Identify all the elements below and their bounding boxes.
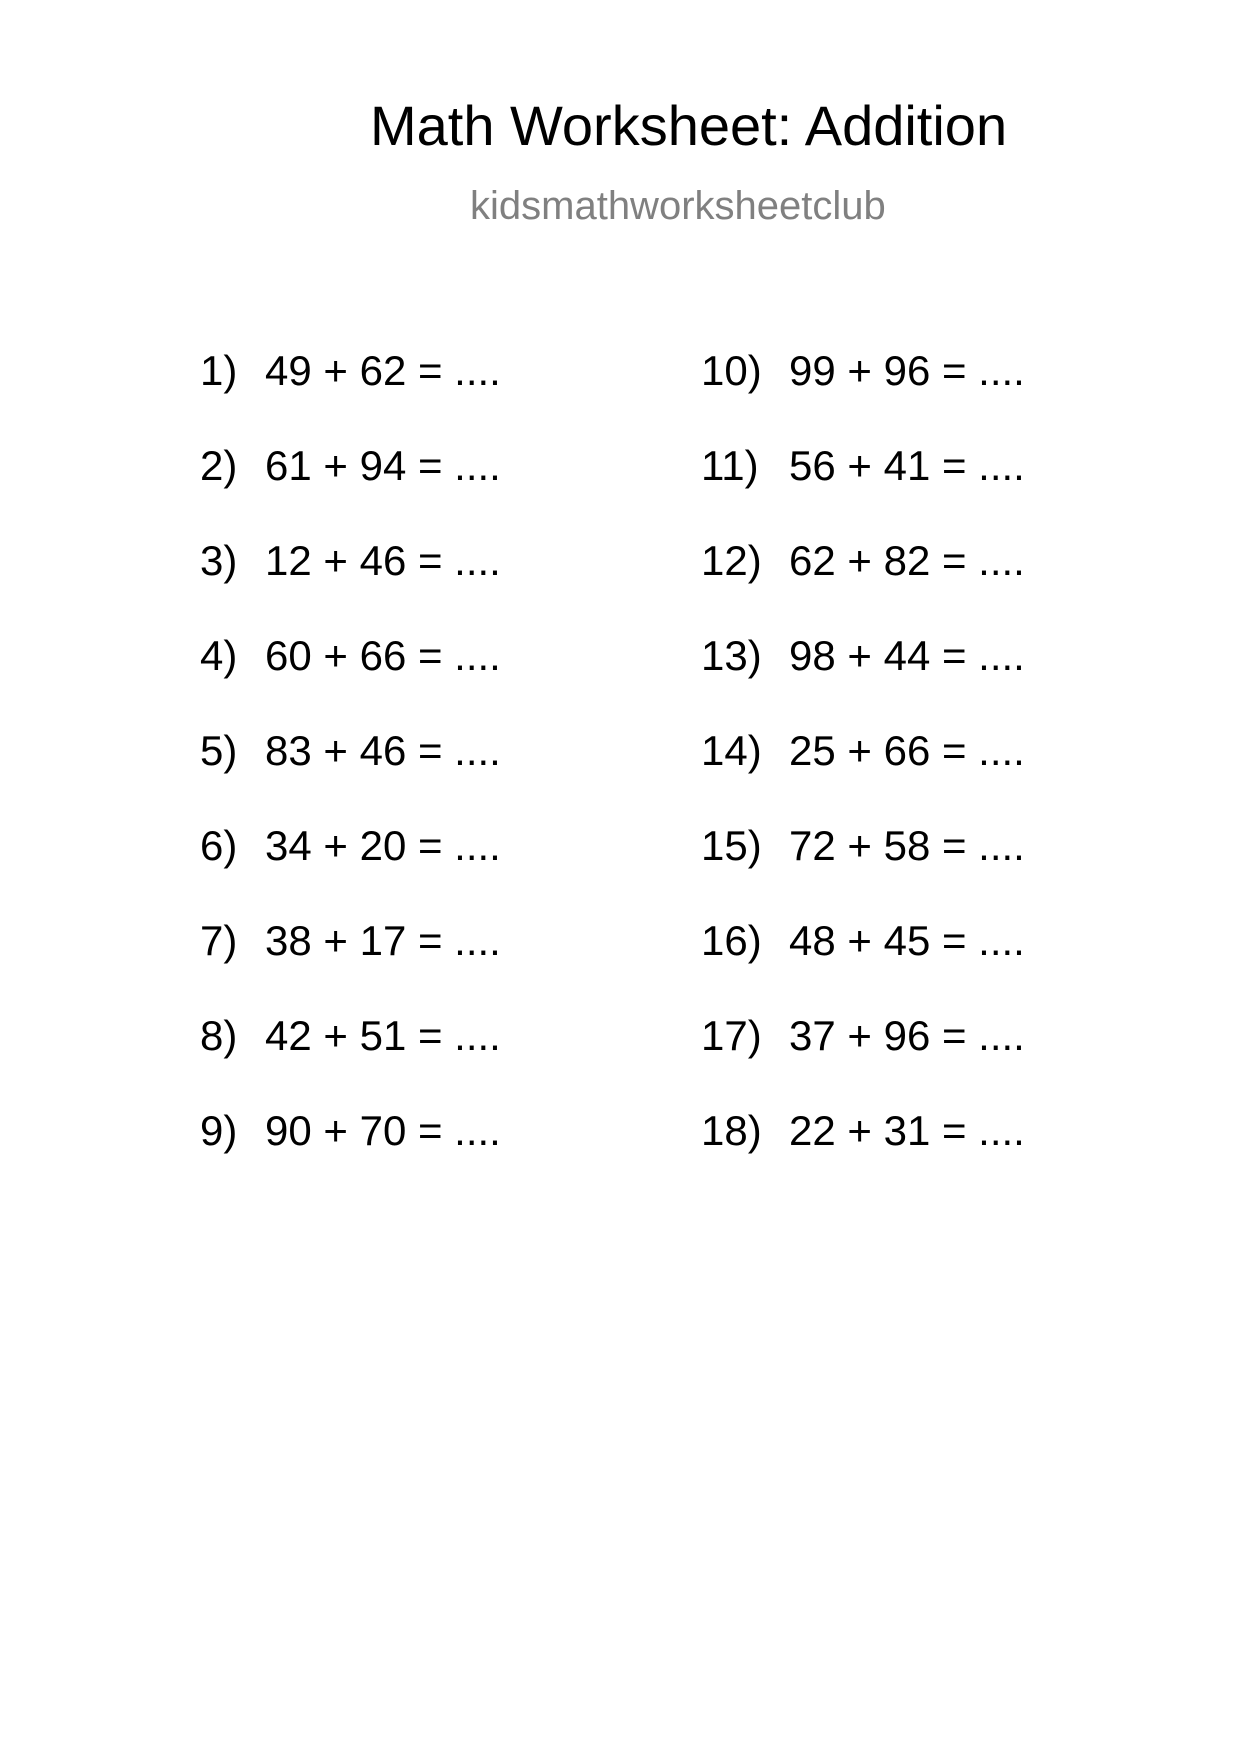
problem-expression: 48 + 45 = .... — [789, 917, 1025, 964]
problem-number: 8) — [200, 1012, 238, 1059]
problem-expression: 99 + 96 = .... — [789, 347, 1025, 394]
problem-number: 15) — [701, 822, 762, 869]
problem-expression: 22 + 31 = .... — [789, 1107, 1025, 1154]
problem-expression: 37 + 96 = .... — [789, 1012, 1025, 1059]
problem-expression: 90 + 70 = .... — [265, 1107, 501, 1154]
problem-expression: 12 + 46 = .... — [265, 537, 501, 584]
problem-number: 2) — [200, 442, 238, 489]
problem-number: 5) — [200, 727, 238, 774]
problem-expression: 72 + 58 = .... — [789, 822, 1025, 869]
problem-expression: 83 + 46 = .... — [265, 727, 501, 774]
problem-expression: 42 + 51 = .... — [265, 1012, 501, 1059]
problem-number: 10) — [701, 347, 762, 394]
problem-expression: 62 + 82 = .... — [789, 537, 1025, 584]
problem-number: 18) — [701, 1107, 762, 1154]
problem-number: 14) — [701, 727, 762, 774]
problem-number: 4) — [200, 632, 238, 679]
problem-number: 13) — [701, 632, 762, 679]
problem-number: 11) — [701, 442, 759, 489]
problem-number: 1) — [200, 347, 238, 394]
problem-number: 12) — [701, 537, 762, 584]
problem-number: 3) — [200, 537, 238, 584]
problem-expression: 98 + 44 = .... — [789, 632, 1025, 679]
problem-expression: 60 + 66 = .... — [265, 632, 501, 679]
page-title: Math Worksheet: Addition — [370, 94, 1008, 157]
problem-expression: 34 + 20 = .... — [265, 822, 501, 869]
problem-number: 6) — [200, 822, 238, 869]
problem-number: 9) — [200, 1107, 238, 1154]
problem-number: 16) — [701, 917, 762, 964]
page-subtitle: kidsmathworksheetclub — [470, 184, 886, 228]
problem-expression: 61 + 94 = .... — [265, 442, 501, 489]
problem-number: 7) — [200, 917, 238, 964]
problem-number: 17) — [701, 1012, 762, 1059]
problem-expression: 38 + 17 = .... — [265, 917, 501, 964]
problem-expression: 25 + 66 = .... — [789, 727, 1025, 774]
problem-expression: 56 + 41 = .... — [789, 442, 1025, 489]
problem-expression: 49 + 62 = .... — [265, 347, 501, 394]
